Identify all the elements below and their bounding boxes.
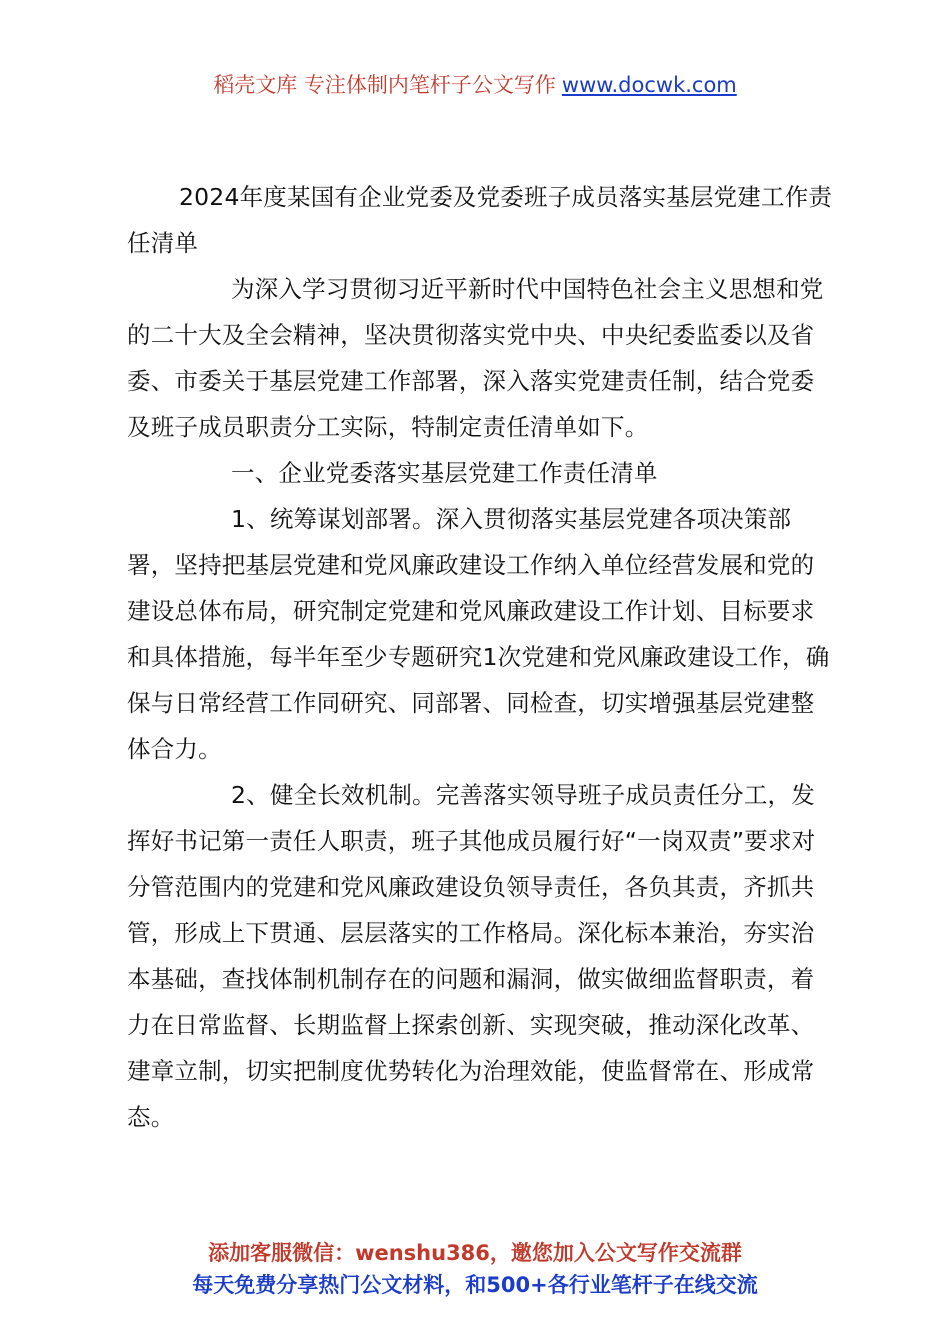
item-paragraph-1: 1、统筹谋划部署。深入贯彻落实基层党建各项决策部署，坚持把基层党建和党风廉政建设工作纳入单位经营发展和党的建设总体布局，研究制定党建和党风廉政建设工作计划、目标要求和具体措施，每半年至少专题研究1次党建和党风廉政建设工作，确保与日常经营工作同研究、同部署、同检查，切实增强基层党建整体合力。 [127, 505, 830, 763]
footer-line-share: 每天免费分享热门公文材料，和500+各行业笔杆子在线交流 [192, 1273, 758, 1297]
document-body [127, 174, 835, 1140]
intro-paragraph: 为深入学习贯彻习近平新时代中国特色社会主义思想和党的二十大及全会精神，坚决贯彻落实党中央、中央纪委监委以及省委、市委关于基层党建工作部署，深入落实党建责任制，结合党委及班子成员职责分工实际，特制定责任清单如下。 [127, 275, 824, 441]
item-paragraph-2: 2、健全长效机制。完善落实领导班子成员责任分工，发挥好书记第一责任人职责，班子其他成员履行好“一岗双责”要求对分管范围内的党建和党风廉政建设负领导责任，各负其责，齐抓共管，形成上下贯通、层层落实的工作格局。深化标本兼治，夯实治本基础，查找体制机制存在的问题和漏洞，做实做细监督职责，着力在日常监督、长期监督上探索创新、实现突破，推动深化改革、建章立制，切实把制度优势转化为治理效能，使监督常在、形成常态。 [127, 781, 816, 1131]
watermark-header [0, 70, 950, 100]
document-title: 2024年度某国有企业党委及党委班子成员落实基层党建工作责任清单 [127, 183, 833, 257]
promo-footer [0, 1237, 950, 1301]
section-heading: 一、企业党委落实基层党建工作责任清单 [231, 459, 658, 487]
header-url-link[interactable]: www.docwk.com [561, 73, 737, 97]
header-brand-text: 稻壳文库 专注体制内笔杆子公文写作 [213, 73, 556, 97]
footer-line-wechat: 添加客服微信：wenshu386，邀您加入公文写作交流群 [208, 1241, 742, 1265]
